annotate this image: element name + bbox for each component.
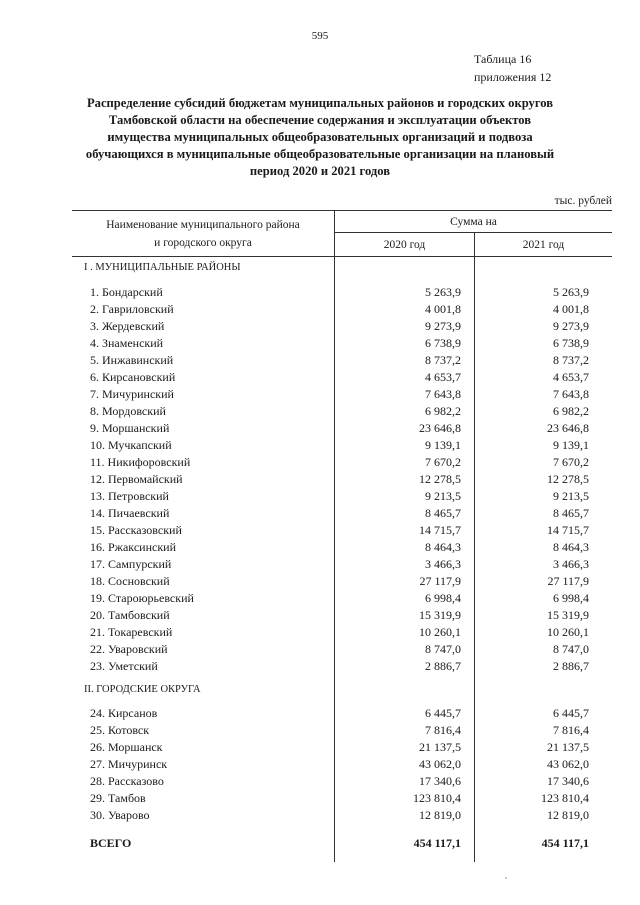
value-2020: 2 886,7: [425, 659, 461, 673]
title-line: период 2020 и 2021 годов: [249, 164, 391, 178]
value-2020: 9 213,5: [425, 489, 461, 503]
row-name: 7. Мичуринский: [90, 387, 174, 401]
table-row: [0, 353, 640, 370]
row-name: 4. Знаменский: [90, 336, 164, 350]
table-row: [0, 472, 640, 489]
section-title: I . МУНИЦИПАЛЬНЫЕ РАЙОНЫ: [84, 262, 241, 273]
value-2021: 8 737,2: [553, 353, 589, 367]
row-name: 5. Инжавинский: [90, 353, 174, 367]
row-name: 20. Тамбовский: [90, 608, 170, 622]
year-2020-header: 2020 год: [383, 239, 426, 251]
table-row: [0, 421, 640, 438]
row-name: 14. Пичаевский: [90, 506, 170, 520]
value-2021: 2 886,7: [553, 659, 589, 673]
table-row: [0, 438, 640, 455]
row-name: 10. Мучкапский: [90, 438, 172, 452]
value-2020: 23 646,8: [419, 421, 461, 435]
value-2021: 6 738,9: [553, 336, 589, 350]
value-2020: 8 737,2: [425, 353, 461, 367]
page-number: 595: [311, 30, 329, 42]
units-label: тыс. рублей: [554, 195, 612, 207]
table-row: [0, 757, 640, 774]
row-name: 1. Бондарский: [90, 285, 163, 299]
scan-mark: [505, 877, 507, 879]
table-row: [0, 791, 640, 808]
subheader-border: [334, 232, 612, 233]
value-2020: 4 001,8: [425, 302, 461, 316]
title-line: имущества муниципальных общеобразовательных организаций и подвоза: [107, 130, 533, 144]
value-2021: 14 715,7: [547, 523, 589, 537]
table-row: [0, 506, 640, 523]
value-2021: 12 819,0: [547, 808, 589, 822]
value-2021: 8 464,3: [553, 540, 589, 554]
value-2021: 7 816,4: [553, 723, 589, 737]
name-column-header: Наименование муниципального района и городского округа: [106, 219, 300, 249]
table-row: [0, 540, 640, 557]
value-2021: 17 340,6: [547, 774, 589, 788]
value-2020: 7 816,4: [425, 723, 461, 737]
row-name: 12. Первомайский: [90, 472, 183, 486]
value-2020: 12 819,0: [419, 808, 461, 822]
value-2021: 15 319,9: [547, 608, 589, 622]
value-2021: 8 747,0: [553, 642, 589, 656]
value-2021: 43 062,0: [547, 757, 589, 771]
table-row: [0, 387, 640, 404]
table-row: [0, 608, 640, 625]
value-2020: 21 137,5: [419, 740, 461, 754]
table-reference: Таблица 16: [474, 52, 532, 66]
table-row: [0, 557, 640, 574]
row-name: 13. Петровский: [90, 489, 169, 503]
value-2020: 8 747,0: [425, 642, 461, 656]
value-2021: 7 643,8: [553, 387, 589, 401]
table-row: [0, 404, 640, 421]
value-2020: 27 117,9: [419, 574, 461, 588]
value-2020: 17 340,6: [419, 774, 461, 788]
document-title: [70, 95, 570, 180]
row-name: 26. Моршанск: [90, 740, 163, 754]
table-row: [0, 285, 640, 302]
table-row: [0, 574, 640, 591]
table-top-border: [72, 210, 612, 211]
value-2020: 6 982,2: [425, 404, 461, 418]
table-row: [0, 642, 640, 659]
row-name: 29. Тамбов: [90, 791, 146, 805]
value-2021: 12 278,5: [547, 472, 589, 486]
row-name: 21. Токаревский: [90, 625, 173, 639]
row-name: 23. Уметский: [90, 659, 158, 673]
value-2020: 7 643,8: [425, 387, 461, 401]
row-name: 18. Сосновский: [90, 574, 170, 588]
section-title: II. ГОРОДСКИЕ ОКРУГА: [84, 684, 201, 695]
value-2021: 6 998,4: [553, 591, 589, 605]
value-2020: 6 998,4: [425, 591, 461, 605]
value-2020: 7 670,2: [425, 455, 461, 469]
row-name: 9. Моршанский: [90, 421, 170, 435]
value-2020: 123 810,4: [413, 791, 461, 805]
value-2021: 9 139,1: [553, 438, 589, 452]
value-2020: 4 653,7: [425, 370, 461, 384]
value-2020: 9 139,1: [425, 438, 461, 452]
value-2020: 8 464,3: [425, 540, 461, 554]
appendix-reference: приложения 12: [474, 70, 552, 84]
table-row: [0, 774, 640, 791]
table-row: [0, 336, 640, 353]
title-line: обучающихся в муниципальные общеобразовательные организации на плановый: [85, 147, 555, 161]
table-row: [0, 370, 640, 387]
value-2021: 21 137,5: [547, 740, 589, 754]
table-row: [0, 489, 640, 506]
table-row: [0, 455, 640, 472]
row-name: 8. Мордовский: [90, 404, 166, 418]
table-row: [0, 723, 640, 740]
row-name: 27. Мичуринск: [90, 757, 168, 771]
value-2020: 10 260,1: [419, 625, 461, 639]
row-name: 2. Гавриловский: [90, 302, 174, 316]
row-name: 19. Староюрьевский: [90, 591, 194, 605]
row-name: 15. Рассказовский: [90, 523, 182, 537]
table-row: [0, 625, 640, 642]
value-2021: 6 445,7: [553, 706, 589, 720]
total-label: ВСЕГО: [90, 836, 132, 850]
year-2021-header: 2021 год: [522, 239, 565, 251]
title-line: Распределение субсидий бюджетам муниципальных районов и городских округов: [86, 96, 554, 110]
row-name: 25. Котовск: [90, 723, 150, 737]
row-name: 3. Жердевский: [90, 319, 165, 333]
table-row: [0, 808, 640, 825]
value-2020: 6 445,7: [425, 706, 461, 720]
row-name: 17. Сампурский: [90, 557, 172, 571]
value-2021: 10 260,1: [547, 625, 589, 639]
table-row: [0, 659, 640, 676]
value-2021: 4 653,7: [553, 370, 589, 384]
value-2021: 7 670,2: [553, 455, 589, 469]
value-2020: 5 263,9: [425, 285, 461, 299]
value-2021: 3 466,3: [553, 557, 589, 571]
value-2020: 9 273,9: [425, 319, 461, 333]
value-2021: 9 213,5: [553, 489, 589, 503]
total-2020: 454 117,1: [413, 836, 461, 850]
row-name: 16. Ржаксинский: [90, 540, 176, 554]
value-2021: 123 810,4: [541, 791, 589, 805]
value-2020: 15 319,9: [419, 608, 461, 622]
value-2020: 12 278,5: [419, 472, 461, 486]
row-name: 6. Кирсановский: [90, 370, 176, 384]
value-2020: 3 466,3: [425, 557, 461, 571]
row-name: 22. Уваровский: [90, 642, 168, 656]
table-row: [0, 319, 640, 336]
value-2021: 8 465,7: [553, 506, 589, 520]
value-2020: 43 062,0: [419, 757, 461, 771]
table-row: [0, 740, 640, 757]
table-row: [0, 706, 640, 723]
table-row: [0, 302, 640, 319]
table-row: [0, 523, 640, 540]
row-name: 28. Рассказово: [90, 774, 164, 788]
value-2021: 6 982,2: [553, 404, 589, 418]
row-name: 30. Уварово: [90, 808, 150, 822]
value-2021: 9 273,9: [553, 319, 589, 333]
total-row: [0, 836, 640, 853]
value-2021: 23 646,8: [547, 421, 589, 435]
sum-column-header: Сумма на: [450, 216, 497, 228]
row-name: 24. Кирсанов: [90, 706, 158, 720]
value-2020: 6 738,9: [425, 336, 461, 350]
title-line: Тамбовской области на обеспечение содержания и эксплуатации объектов: [108, 113, 532, 127]
value-2021: 4 001,8: [553, 302, 589, 316]
value-2021: 5 263,9: [553, 285, 589, 299]
header-bottom-border: [72, 256, 612, 257]
value-2020: 14 715,7: [419, 523, 461, 537]
value-2021: 27 117,9: [547, 574, 589, 588]
row-name: 11. Никифоровский: [90, 455, 191, 469]
table-row: [0, 591, 640, 608]
value-2020: 8 465,7: [425, 506, 461, 520]
total-2021: 454 117,1: [541, 836, 589, 850]
